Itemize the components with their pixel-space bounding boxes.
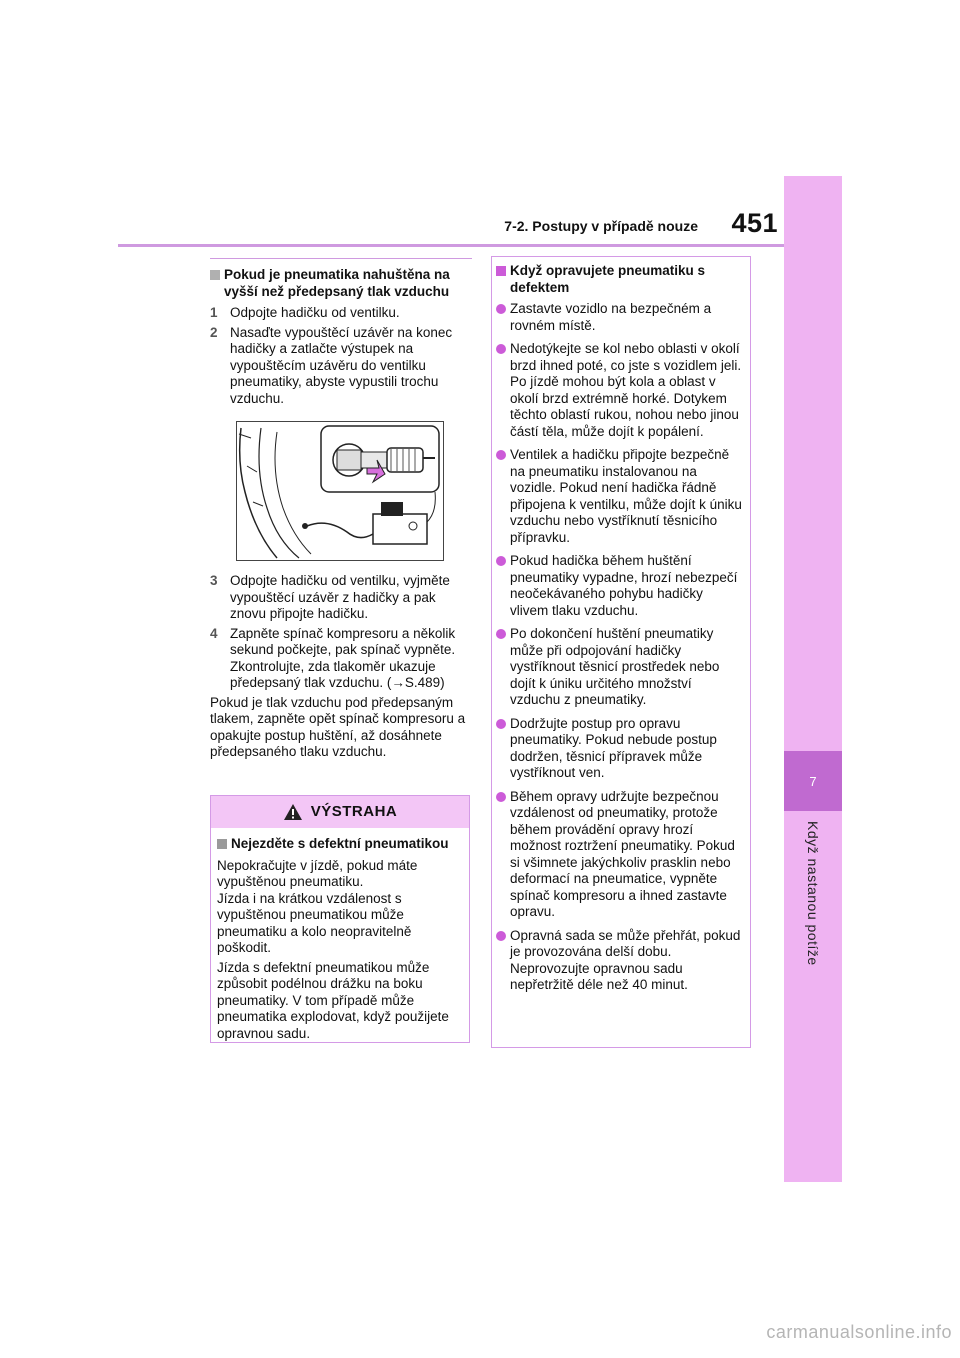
chapter-title-vertical: Když nastanou potíže (805, 821, 821, 966)
circle-bullet-icon (496, 556, 506, 566)
left-paragraph: Pokud je tlak vzduchu pod předepsaným tlakem, zapněte opět spínač kompresoru a opakujte postup huštění, až dosáhnete předepsaného tlaku vzduchu. (210, 694, 466, 759)
circle-bullet-icon (496, 931, 506, 941)
warning-heading-text: Nejezděte s defektní pneumatikou (231, 836, 449, 851)
list-item (496, 928, 742, 994)
header-rule (118, 244, 784, 247)
left-heading-text: Pokud je pneumatika nahuštěna na vyšší než předepsaný tlak vzduchu (224, 267, 450, 299)
step-number: 1 (210, 305, 218, 320)
step-text: Odpojte hadičku od ventilku, vyjměte vypouštěcí uzávěr z hadičky a pak znovu připojte hadičku. (230, 573, 450, 621)
left-column (210, 258, 472, 764)
step-item (210, 626, 472, 692)
step-text: Odpojte hadičku od ventilku. (230, 305, 400, 320)
caution-box (491, 256, 751, 1048)
list-item (496, 341, 742, 440)
chapter-number-box (784, 751, 842, 811)
list-item-text: Zastavte vozidlo na bezpečném a rovném místě. (510, 301, 712, 333)
square-bullet-icon (210, 270, 220, 280)
step-number: 3 (210, 573, 218, 588)
step-text: Zapněte spínač kompresoru a několik sekund počkejte, pak spínač vypněte. Zkontrolujte, zda tlakoměr ukazuje předepsaný tlak vzduchu. (→S.489) (230, 625, 456, 690)
tire-valve-illustration (236, 421, 444, 561)
footer-watermark[interactable]: carmanualsonline.info (766, 1322, 952, 1342)
step-item (210, 325, 472, 408)
circle-bullet-icon (496, 344, 506, 354)
page-number: 451 (731, 208, 778, 238)
list-item-text: Dodržujte postup pro opravu pneumatiky. Pokud nebude postup dodržen, těsnicí přípravek může vystříknout ven. (510, 715, 717, 780)
tire-inflation-drawing (237, 422, 443, 560)
list-item-text: Ventilek a hadičku připojte bezpečně na pneumatiku instalovanou na vozidle. Pokud není hadička řádně připojena k ventilku, může dojít k úniku vzduchu nebo vystříknutí těsnicího přípravku. (510, 447, 742, 545)
circle-bullet-icon (496, 450, 506, 460)
list-item-text: Během opravy udržujte bezpečnou vzdálenost od pneumatiky, protože během provádění opravy hrozí možnost roztržení pneumatiky. Pokud si všimnete jakýchkoliv prasklin nebo deformací na pneumatice, vypněte spínač kompresoru a ihned zastavte opravu. (510, 788, 735, 919)
list-item-text: Po dokončení huštění pneumatiky může při odpojování hadičky vystříknout těsnicí prostředek nebo dojít k úniku určitého množství vzduchu z pneumatiky. (510, 626, 720, 707)
warning-body (211, 828, 469, 1042)
warning-box (210, 795, 470, 1043)
warning-title: VÝSTRAHA (310, 802, 398, 820)
circle-bullet-icon (496, 629, 506, 639)
square-bullet-icon (496, 266, 506, 276)
circle-bullet-icon (496, 304, 506, 314)
list-item-text: Opravná sada se může přehřát, pokud je provozována delší dobu. Neprovozujte opravnou sadu nepřetržitě déle než 40 minut. (510, 927, 741, 992)
step-number: 2 (210, 324, 218, 340)
circle-bullet-icon (496, 792, 506, 802)
warning-triangle-icon (283, 803, 303, 821)
list-item (496, 716, 742, 782)
list-item (496, 626, 742, 709)
square-bullet-icon (217, 839, 227, 849)
step-text: Nasaďte vypouštěcí uzávěr na konec hadičky a zatlačte výstupek na vypouštěcím uzávěru do ventilku pneumatiky, abyste vypustili trochu vzduchu. (230, 324, 453, 406)
step-item (210, 573, 472, 623)
warning-header (211, 796, 469, 828)
section-title: 7-2. Postupy v případě nouze (504, 218, 698, 234)
left-top-rule (210, 258, 472, 259)
step-number: 4 (210, 625, 218, 641)
warning-heading (217, 836, 461, 853)
list-item (496, 301, 742, 334)
chapter-number: 7 (809, 773, 817, 789)
right-heading-text: Když opravujete pneumatiku s defektem (510, 263, 706, 295)
list-item-text: Pokud hadička během huštění pneumatiky vypadne, hrozí nebezpečí neočekávaného pohybu hadičky vlivem tlaku vzduchu. (510, 553, 738, 618)
right-heading (496, 263, 742, 296)
step-item (210, 305, 472, 322)
chapter-side-tab (784, 176, 842, 1182)
list-item-text: Nedotýkejte se kol nebo oblasti v okolí brzd ihned poté, co jste s vozidlem jeli. Po jízdě mohou být kola a oblast v okolí brzd extrémně horké. Dotykem těchto oblastí rukou, nohou nebo jinou částí těla, může dojít k popálení. (510, 341, 742, 439)
list-item (496, 789, 742, 921)
warning-paragraph: Nepokračujte v jízdě, pokud máte vypuštěnou pneumatiku. Jízda i na krátkou vzdálenost s vypuštěnou pneumatikou může pneumatiku a kolo neopravitelně poškodit. (217, 857, 418, 955)
warning-paragraph: Jízda s defektní pneumatikou může způsobit podélnou drážku na boku pneumatiky. V tom případě může pneumatika explodovat, když použijete opravnou sadu. (217, 959, 449, 1041)
left-heading (210, 267, 472, 300)
list-item (496, 447, 742, 546)
circle-bullet-icon (496, 719, 506, 729)
list-item (496, 553, 742, 619)
